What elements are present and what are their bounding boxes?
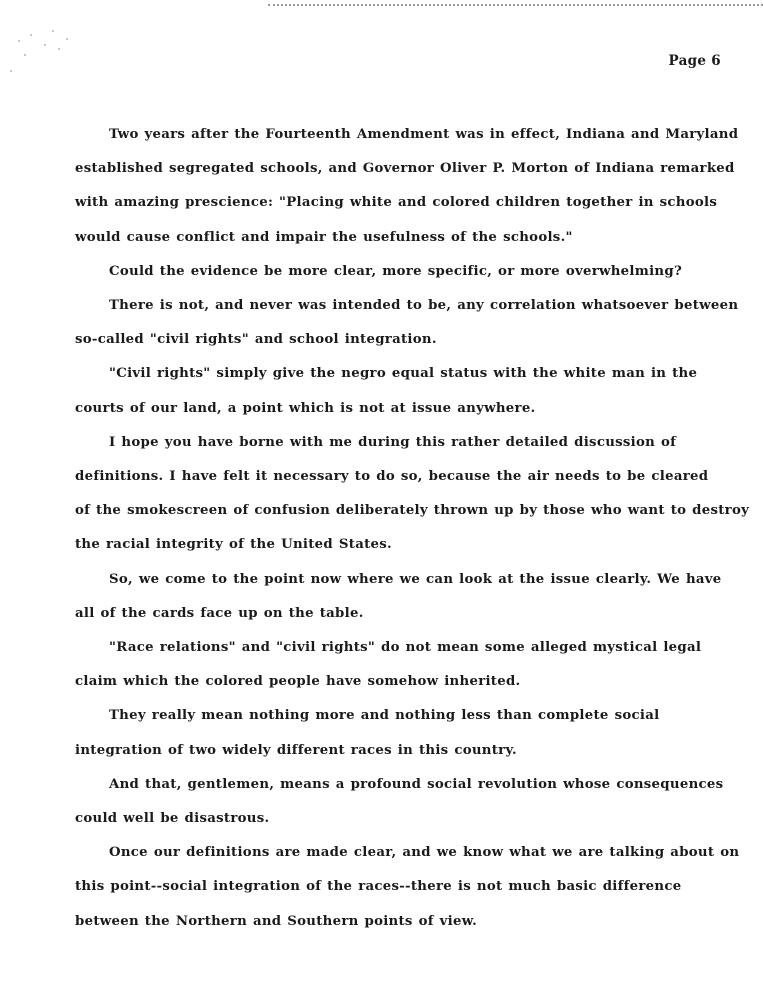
text-line: "Civil rights" simply give the negro equal status with the white man in the — [109, 366, 698, 382]
text-line: They really mean nothing more and nothing less than complete social — [109, 708, 660, 724]
scan-speck — [52, 30, 54, 32]
scan-speck — [24, 54, 26, 56]
text-line: integration of two widely different races in this country. — [75, 742, 517, 758]
text-line: could well be disastrous. — [75, 811, 270, 827]
text-line: with amazing prescience: "Placing white and colored children together in schools — [75, 195, 718, 211]
text-line: between the Northern and Southern points of view. — [75, 913, 478, 929]
page-number: Page 6 — [668, 53, 721, 69]
text-line: of the smokescreen of confusion deliberately thrown up by those who want to destroy — [75, 503, 750, 519]
top-dotted-rule — [268, 4, 763, 6]
text-line: There is not, and never was intended to be, any correlation whatsoever between — [109, 298, 739, 314]
scan-speck — [44, 44, 46, 46]
text-line: I hope you have borne with me during this rather detailed discussion of — [109, 434, 677, 450]
text-line: this point--social integration of the races--there is not much basic difference — [75, 879, 682, 895]
text-line: established segregated schools, and Governor Oliver P. Morton of Indiana remarked — [75, 161, 735, 177]
text-line: Two years after the Fourteenth Amendment was in effect, Indiana and Maryland — [109, 127, 739, 142]
text-line: So, we come to the point now where we can look at the issue clearly. We have — [109, 571, 722, 587]
text-line: Once our definitions are made clear, and we know what we are talking about on — [109, 845, 740, 861]
scan-speck — [66, 38, 68, 40]
text-line: And that, gentlemen, means a profound social revolution whose consequences — [109, 776, 724, 792]
scan-speck — [58, 48, 60, 50]
text-line: the racial integrity of the United States. — [75, 537, 392, 553]
text-line: all of the cards face up on the table. — [75, 605, 364, 621]
body-text — [75, 118, 750, 939]
scan-speck — [18, 40, 20, 42]
text-line: "Race relations" and "civil rights" do not mean some alleged mystical legal — [109, 640, 702, 656]
text-line: courts of our land, a point which is not at issue anywhere. — [75, 400, 536, 416]
scan-speck — [10, 70, 12, 72]
scan-speck — [30, 34, 32, 36]
text-line: claim which the colored people have somehow inherited. — [75, 674, 521, 690]
text-line: Could the evidence be more clear, more specific, or more overwhelming? — [109, 263, 683, 279]
text-line: so-called "civil rights" and school integration. — [75, 332, 437, 348]
text-line: definitions. I have felt it necessary to do so, because the air needs to be cleared — [75, 469, 709, 485]
text-line: would cause conflict and impair the usefulness of the schools." — [75, 229, 573, 245]
